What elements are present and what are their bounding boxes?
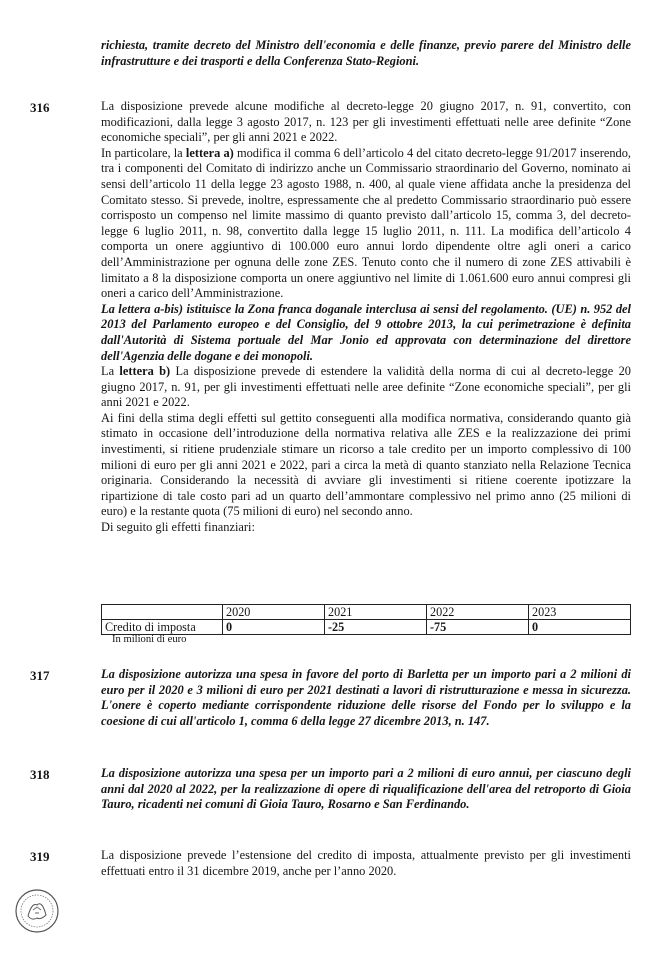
table-row bbox=[102, 620, 631, 635]
section-316-paragraph-3: La lettera a-bis) istituisce la Zona franca doganale interclusa ai sensi del regolamento. (UE) n. 952 del 2013 del Parlamento europeo e del Consiglio, del 9 ottobre 2013, la cui perimetrazione è definita dall'Autorità di Sistema portuale del Mar Jonio ed approvata con determinazione del direttore dell'Agenzia delle dogane e dei monopoli. bbox=[101, 301, 631, 363]
paragraph-2-text: modifica il comma 6 dell’articolo 4 del citato decreto-legge 91/2017 inserendo, tra i componenti del Comitato di indirizzo anche un Commissario straordinario del Governo, nominato ai sensi dell’articolo 11 della legge 23 agosto 1988, n. 400, al quale viene affidata anche la presidenza del Comitato stesso. Si prevede, inoltre, espressamente che al predetto Commissario straordinario può essere corrisposto un compenso nel limite massimo di quanto previsto dall’articolo 15, comma 3, del decreto-legge 6 luglio 2011, n. 98, convertito dalla legge 15 luglio 2011, n. 111. La modifica dell’articolo 4 comporta un onere aggiuntivo di 100.000 euro annui lordo dipendente oltre agli oneri a carico dell’Amministrazione per ognuna delle zone ZES. Tenuto conto che il numero di zone ZES attivabili è limitato a 8 la disposizione comporta un onere aggiuntivo nel limite di 1.061.600 euro annui compresi gli oneri a carico dell’Amministrazione. bbox=[101, 145, 632, 301]
intro-paragraph: richiesta, tramite decreto del Ministro dell'economia e delle finanze, previo parere del Ministro delle infrastrutture e dei trasporti e della Conferenza Stato-Regioni. bbox=[101, 38, 631, 68]
section-316-paragraph-4 bbox=[101, 364, 631, 411]
section-316-body bbox=[101, 99, 631, 536]
section-316-paragraph-6: Di seguito gli effetti finanziari: bbox=[101, 520, 255, 535]
section-number-318: 318 bbox=[30, 767, 50, 782]
section-317-body: La disposizione autorizza una spesa in favore del porto di Barletta per un importo pari a 2 milioni di euro per il 2020 e 3 milioni di euro per 2021 destinati a lavori di ristrutturazione e messa in sicurezza. L'onere è coperto mediante corrispondente riduzione delle risorse del Fondo per lo sviluppo e la coesione di cui all'articolo 1, comma 6 della legge 27 dicembre 2013, n. 147. bbox=[101, 667, 631, 728]
table-header-cell: 2022 bbox=[427, 605, 529, 620]
table-header-cell: 2020 bbox=[223, 605, 325, 620]
official-seal-icon bbox=[14, 888, 60, 934]
section-316-paragraph-1: La disposizione prevede alcune modifiche al decreto-legge 20 giugno 2017, n. 91, convertito, con modificazioni, dalla legge 3 agosto 2017, n. 123 per gli investimenti effettuati nelle aree definite “Zone economiche speciali”, per gli anni 2021 e 2022. bbox=[101, 99, 631, 145]
table-caption: In milioni di euro bbox=[112, 634, 187, 645]
section-319-body: La disposizione prevede l’estensione del credito di imposta, attualmente previsto per gli investimenti effettuati entro il 31 dicembre 2019, anche per l’anno 2020. bbox=[101, 848, 631, 878]
section-number-317: 317 bbox=[30, 668, 50, 683]
table-row-label: Credito di imposta bbox=[102, 620, 223, 635]
section-316-paragraph-2 bbox=[101, 146, 631, 302]
table-header-cell bbox=[102, 605, 223, 620]
section-number-316: 316 bbox=[30, 100, 50, 115]
paragraph-4-lead: La bbox=[101, 364, 120, 379]
financial-effects-table bbox=[101, 604, 631, 635]
table-cell: -75 bbox=[427, 620, 529, 635]
lettera-b-label: lettera b) bbox=[119, 364, 171, 379]
section-318-body: La disposizione autorizza una spesa per un importo pari a 2 milioni di euro annui, per ciascuno degli anni dal 2020 al 2022, per la realizzazione di opere di riqualificazione dell'area del retroporto di Gioia Tauro, ricadenti nei comuni di Gioia Tauro, Rosarno e San Ferdinando. bbox=[101, 766, 631, 812]
paragraph-4-text: La disposizione prevede di estendere la validità della norma di cui al decreto-legge 20 giugno 2017, n. 91, per gli investimenti effettuati nelle aree definite “Zone economiche speciali”, per gli anni 2021 e 2022. bbox=[101, 364, 631, 410]
table-header-cell: 2021 bbox=[325, 605, 427, 620]
table-cell: -25 bbox=[325, 620, 427, 635]
lettera-a-label: lettera a) bbox=[185, 145, 234, 160]
table-header-row bbox=[102, 605, 631, 620]
table-header-cell: 2023 bbox=[529, 605, 631, 620]
section-number-319: 319 bbox=[30, 849, 50, 864]
table-cell: 0 bbox=[529, 620, 631, 635]
table-cell: 0 bbox=[223, 620, 325, 635]
paragraph-2-lead: In particolare, la bbox=[101, 145, 186, 160]
section-316-paragraph-5: Ai fini della stima degli effetti sul gettito conseguenti alla modifica normativa, considerando quanto già stimato in occasione dell’introduzione della normativa relativa alle ZES e la realizzazione dei primi investimenti, si ritiene prudenziale stimare un ricorso a tale credito per un importo complessivo di 100 milioni di euro per gli anni 2021 e 2022, pari a circa la metà di quanto stanziato nella Relazione Tecnica originaria. Considerando la necessità di avviare gli investimenti si ritiene coerente ipotizzare la ripartizione di tale costo pari ad un quarto dell’ammontare complessivo nel primo anno (25 milioni di euro) e la restante quota (75 milioni di euro) nel secondo anno. bbox=[101, 410, 631, 519]
